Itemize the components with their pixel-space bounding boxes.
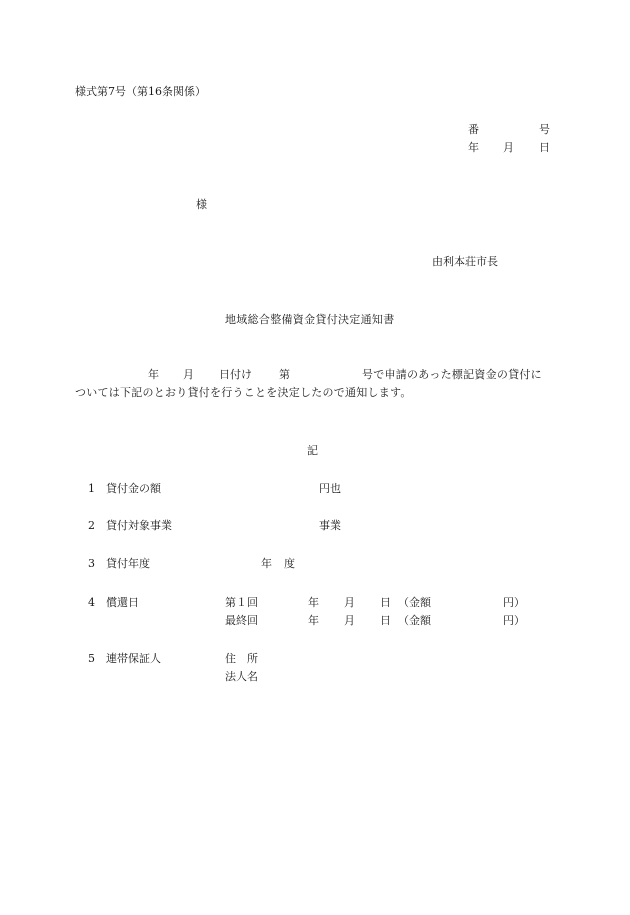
- item-4-number: 4: [88, 596, 95, 609]
- guarantor-address-label: 住 所: [225, 652, 258, 665]
- item-5-label: 連帯保証人: [106, 652, 161, 665]
- header-date-nen: 年: [468, 141, 479, 154]
- body-hizuke: 日付け: [219, 368, 252, 381]
- item-2-label: 貸付対象事業: [106, 519, 172, 532]
- body-line1-rest: 号で申請のあった標記資金の貸付に: [362, 368, 542, 381]
- repayment-final-nen: 年: [308, 614, 319, 627]
- repayment-first-nen: 年: [308, 596, 319, 609]
- form-number: 様式第7号（第16条関係）: [75, 85, 206, 98]
- header-ban: 番: [468, 123, 479, 136]
- repayment-first-kingaku: （金額: [398, 596, 431, 609]
- header-date-hi: 日: [539, 141, 550, 154]
- item-3-label: 貸付年度: [106, 557, 150, 570]
- repayment-final-kingaku: （金額: [398, 614, 431, 627]
- body-tsuki: 月: [183, 368, 194, 381]
- repayment-first-label: 第１回: [225, 596, 258, 609]
- item-1-label: 貸付金の額: [106, 482, 161, 495]
- item-2-value: 事業: [319, 519, 341, 532]
- item-3-value-do: 度: [284, 557, 295, 570]
- repayment-first-tsuki: 月: [344, 596, 355, 609]
- ki-heading: 記: [307, 444, 318, 457]
- item-5-number: 5: [88, 652, 95, 665]
- item-4-label: 償還日: [106, 596, 139, 609]
- item-3-number: 3: [88, 557, 95, 570]
- item-1-number: 1: [88, 482, 95, 495]
- repayment-final-label: 最終回: [225, 614, 258, 627]
- body-line2: ついては下記のとおり貸付を行うことを決定したので通知します。: [75, 386, 412, 399]
- recipient-sama: 様: [196, 198, 207, 211]
- guarantor-corporate-name-label: 法人名: [225, 670, 258, 683]
- repayment-first-en: 円）: [503, 596, 525, 609]
- body-dai: 第: [279, 368, 290, 381]
- header-go: 号: [539, 123, 550, 136]
- header-date-tsuki: 月: [503, 141, 514, 154]
- document-title: 地域総合整備資金貸付決定通知書: [225, 313, 395, 326]
- item-2-number: 2: [88, 519, 95, 532]
- repayment-final-tsuki: 月: [344, 614, 355, 627]
- item-3-value-nen: 年: [261, 557, 272, 570]
- body-nen: 年: [148, 368, 159, 381]
- repayment-first-hi: 日: [380, 596, 391, 609]
- repayment-final-en: 円）: [503, 614, 525, 627]
- item-1-value: 円也: [319, 482, 341, 495]
- repayment-final-hi: 日: [380, 614, 391, 627]
- sender: 由利本荘市長: [432, 255, 498, 268]
